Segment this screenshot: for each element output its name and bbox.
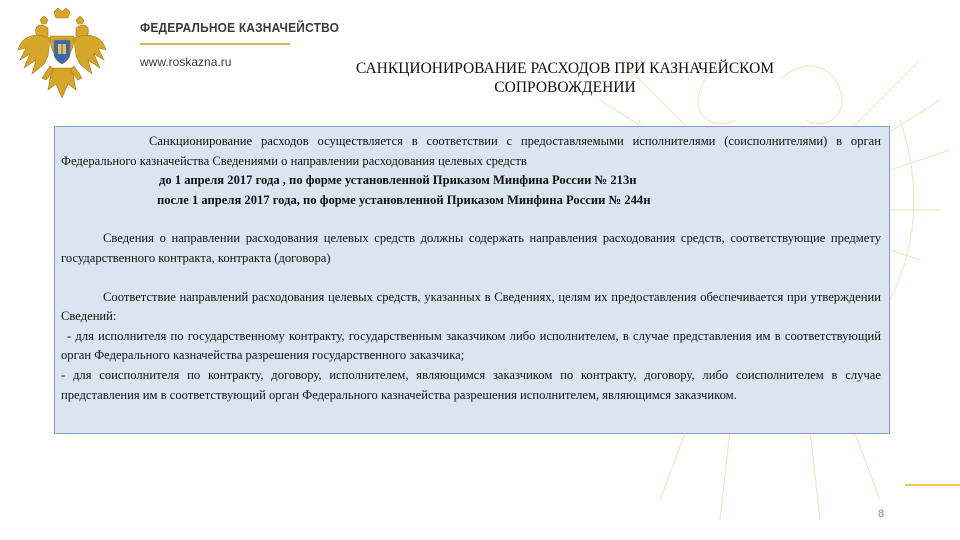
title-line-1: САНКЦИОНИРОВАНИЕ РАСХОДОВ ПРИ КАЗНАЧЕЙСКОМ: [355, 60, 775, 77]
paragraph-conformity: Соответствие направлений расходования целевых средств, указанных в Сведениях, целям их предоставления обеспечивается при утверждении Сведений:: [61, 289, 881, 324]
site-url: www.roskazna.ru: [140, 55, 232, 69]
list-item-co-executor: - для соисполнителя по контракту, договору, исполнителем, являющимся заказчиком по контракту, договору, либо соисполнителем в случае представления им в соответствующий орган Федерального казначейства разрешения исполнителем, являющимся заказчиком.: [61, 367, 881, 402]
double-headed-eagle-emblem: [14, 6, 110, 104]
spacer: [61, 210, 881, 229]
content-box: [54, 126, 890, 434]
page-number: 8: [878, 508, 885, 520]
bold-line-after-april: после 1 апреля 2017 года, по форме установленной Приказом Минфина России № 244н: [157, 192, 651, 207]
slide-title: [300, 59, 830, 97]
header-divider: [140, 43, 290, 45]
accent-line: [905, 484, 960, 486]
bold-line-before-april: до 1 апреля 2017 года , по форме установленной Приказом Минфина России № 213н: [159, 173, 637, 188]
organization-name: ФЕДЕРАЛЬНОЕ КАЗНАЧЕЙСТВО: [140, 20, 340, 35]
spacer: [61, 269, 881, 288]
list-item-executor: - для исполнителя по государственному контракту, государственным заказчиком либо исполнителем, в случае представления им в соответствующий орган Федерального казначейства разрешения государственного заказчика;: [61, 328, 881, 363]
title-line-2: СОПРОВОЖДЕНИИ: [494, 79, 636, 96]
paragraph-directions: Сведения о направлении расходования целевых средств должны содержать направления расходования средств, соответствующие предмету государственного контракта, контракта (договора): [61, 231, 881, 265]
paragraph-authorization: Санкционирование расходов осуществляется в соответствии с предоставляемыми исполнителями (соисполнителями) в орган Федерального казначейства Сведениями о направлении расходования целевых средств: [61, 134, 881, 168]
